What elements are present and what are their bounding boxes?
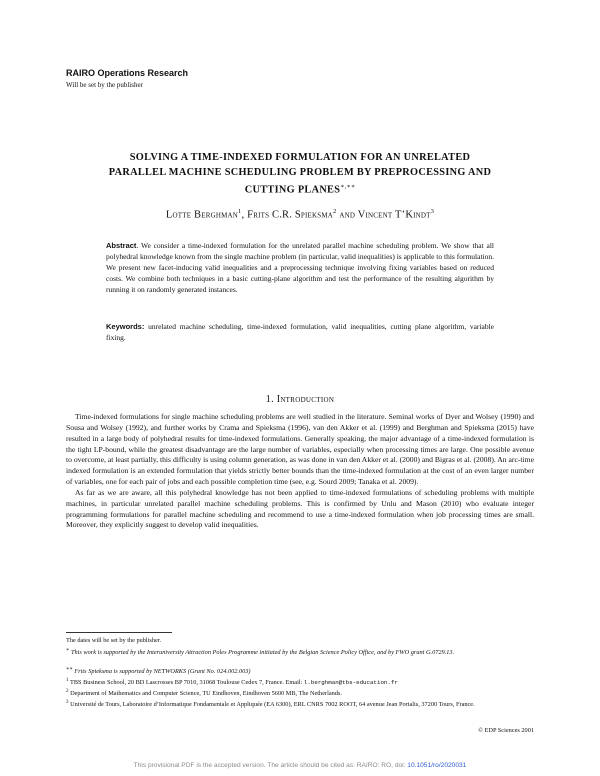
keywords-text: unrelated machine scheduling, time-indexed formulation, valid inequalities, cutting plane algorithm, variable fixing. (106, 322, 494, 342)
footnote-rule (66, 632, 172, 633)
footnote-star-1-mark: ∗ (66, 648, 70, 653)
abstract-text: . We consider a time-indexed formulation for the unrelated parallel machine scheduling problem. We show that all polyhedral knowledge known from the single machine problem (in particular, valid inequalities) is applicable to this formulation. We present new facet-inducing valid inequalities and a preprocessing technique involving fixing variables based on reduced costs. We combine both techniques in a basic cutting-plane algorithm and test the performance of the resulting algorithm by running it on randomly generated instances. (106, 241, 494, 294)
abstract-label: Abstract (106, 241, 137, 250)
intro-paragraph-1: Time-indexed formulations for single machine scheduling problems are well studied in the literature. Seminal works of Dyer and Wolsey (1990) and Sousa and Wolsey (1992), and further works by Crama and Spieksma (1996), van den Akker et al. (1999) and Berghman and Spieksma (2015) have resulted in a large body of polyhedral results for time-indexed formulations. Generally speaking, the major advantage of a time-indexed formulation is the tight LP-bound, while the greatest disadvantage are the large number of variables, especially when processing times are large. One possible avenue to overcome, at least partially, this difficulty is using column generation, as was done in van den Akker et al. (2000) and Bigras et al. (2008). An arc-time indexed formulation is an extended formulation that yields strictly better bounds than the time-indexed formulation at the cost of an even larger number of variables, one for each pair of jobs and each possible completion time (see, e.g. Sourd 2009; Tanaka et al. 2009). (66, 412, 534, 487)
keywords-label: Keywords: (106, 322, 145, 331)
title-line-2: PARALLEL MACHINE SCHEDULING PROBLEM BY PREPROCESSING AND (108, 167, 492, 178)
author-2-affil: 2 (333, 208, 337, 215)
author-email-link[interactable]: l.berghman@tbs-education.fr (303, 679, 398, 687)
footnote-star-1 (66, 647, 534, 658)
footnote-star-1-text: This work is supported by the Interuniversity Attraction Poles Programme initiated by the Belgian Science Policy Office, and by FWO grant G.0729.13. (70, 649, 455, 657)
footnote-aff1-mark: 1 (66, 678, 69, 683)
footnote-aff2-text: Department of Mathematics and Computer Science, TU Eindhoven, Eindhoven 5600 MB, The Netherlands. (70, 690, 342, 698)
author-2: Frits C.R. Spieksma (247, 209, 334, 221)
paper-title (66, 150, 534, 197)
footnote-aff2-mark: 2 (66, 689, 69, 694)
copyright-notice: © EDP Sciences 2001 (478, 727, 534, 734)
title-line-3 (66, 180, 534, 197)
author-3-affil: 3 (430, 208, 435, 215)
footnote-aff3-mark: 3 (66, 700, 69, 705)
provisional-notice (0, 762, 600, 769)
footnote-affiliation-1 (66, 677, 534, 688)
footnote-dates: The dates will be set by the publisher. (66, 637, 162, 644)
author-and: and (336, 209, 358, 221)
section-heading-introduction: 1. Introduction (265, 394, 335, 405)
footnote-affiliation-2 (66, 688, 534, 699)
footnote-affiliation-3 (66, 699, 534, 710)
title-line-1: SOLVING A TIME-INDEXED FORMULATION FOR AN UNRELATED (129, 152, 471, 163)
keywords (106, 321, 494, 343)
author-separator: , (241, 209, 248, 221)
doi-link[interactable]: 10.1051/ro/2020031 (407, 762, 467, 769)
footnote-aff3-text: Université de Tours, Laboratoire d’Informatique Fondamentale et Appliquée (EA 6300), ERL CNRS 7002 ROOT, 64 avenue Jean Portalis, 37200 Tours, France. (70, 701, 475, 709)
author-3: Vincent T’Kindt (357, 209, 431, 221)
author-1: Lotte Berghman (165, 209, 239, 221)
journal-name: RAIRO Operations Research (66, 68, 189, 78)
footnote-star-2-text: Frits Spieksma is supported by NETWORKS (Grant No. 024.002.003) (74, 668, 251, 676)
author-list (66, 208, 534, 221)
intro-paragraph-2: As far as we are aware, all this polyhedral knowledge has not been applied to time-indexed formulations of scheduling problems with multiple machines, in particular unrelated parallel machine scheduling problems. This is confirmed by Unlu and Mason (2010) who evaluate integer programming formulations for parallel machine scheduling and recommend to use a time-indexed formulation when job processing times are small. Moreover, they explicitly suggest to develop valid inequalities. (66, 487, 534, 530)
abstract (106, 240, 494, 295)
author-1-affil: 1 (238, 208, 242, 215)
title-line-3-text: CUTTING PLANES (244, 184, 341, 196)
provisional-text: This provisional PDF is the accepted version. The article should be cited as: RAIRO: RO, doi: (133, 762, 408, 769)
footnote-aff1-text: TBS Business School, 20 BD Lascrosses BP 7010, 31068 Toulouse Cedex 7, France. Email: (69, 679, 304, 687)
footnote-star-2-mark: ∗∗ (66, 667, 73, 672)
publisher-note: Will be set by the publisher (66, 81, 143, 89)
introduction-body (66, 412, 534, 531)
footnote-star-2 (66, 666, 534, 677)
title-footnote-marks: ∗,∗∗ (340, 184, 356, 190)
